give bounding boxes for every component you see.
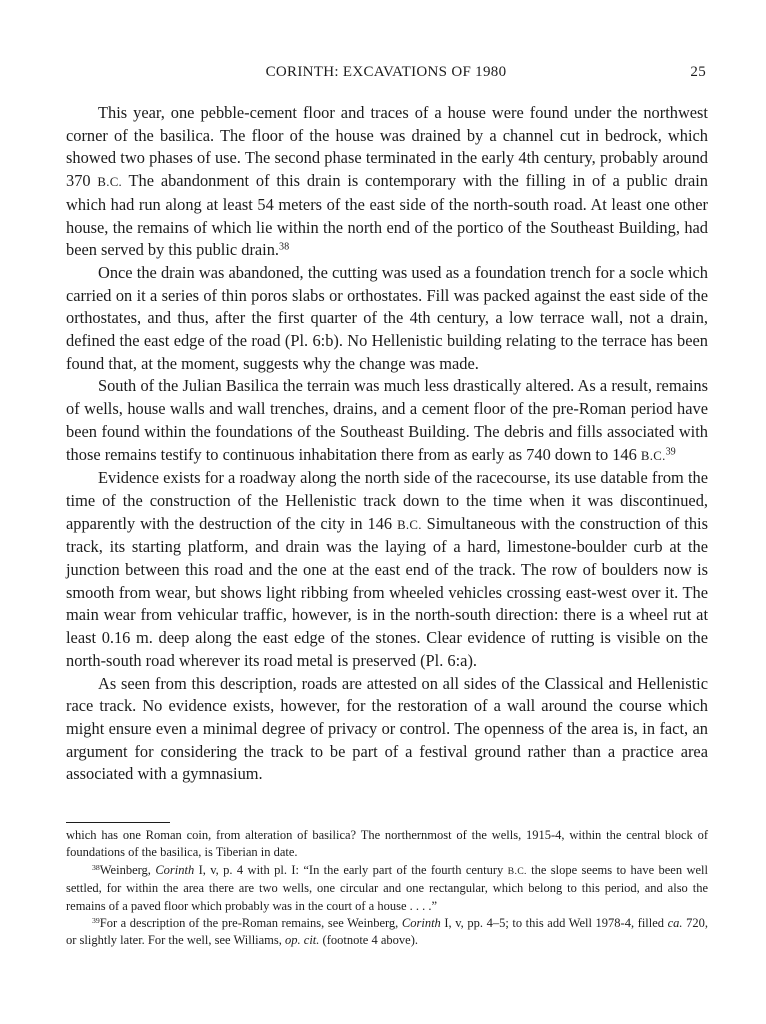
footnote-ref-38: 38 — [279, 241, 290, 253]
footnotes — [66, 827, 708, 950]
paragraph-1-text-b: The abandonment of this drain is contemporary with the filling in of a public drain which had run along at least 54 meters of the east side of the north-south road. At least one other house, the remains of which lie within the north end of the portico of the Southeast Building, had been served by this public drain. — [66, 171, 709, 260]
footnote-39-op-cit: op. cit. — [285, 933, 320, 948]
paragraph-1 — [66, 102, 708, 262]
era-abbreviation: B.C. — [640, 448, 666, 463]
footnote-38-text-a: Weinberg, — [99, 862, 156, 877]
running-head — [66, 64, 706, 86]
footnote-39-text-a: For a description of the pre-Roman remains, see Weinberg, — [99, 916, 402, 931]
paragraph-4 — [66, 467, 708, 672]
footnote-38-title: Corinth — [155, 862, 195, 877]
paragraph-5: As seen from this description, roads are attested on all sides of the Classical and Hellenistic race track. No evidence exists, however, for the restoration of a wall around the course which might ensure even a minimal degree of privacy or control. The openness of the area is, in fact, an argument for considering the track to be part of a festival ground rather than a practice area associated with a gymnasium. — [66, 673, 708, 784]
body-text — [66, 102, 708, 786]
footnote-39-title: Corinth — [401, 916, 441, 931]
era-abbreviation: B.C. — [507, 865, 527, 877]
footnote-continued: which has one Roman coin, from alteration of basilica? The northernmost of the wells, 1915-4, within the central block of foundations of the basilica, is Tiberian in date. — [66, 828, 708, 860]
page-number: 25 — [690, 64, 706, 80]
footnote-38 — [66, 862, 708, 915]
paragraph-2: Once the drain was abandoned, the cutting was used as a foundation trench for a socle which carried on it a series of thin poros slabs or orthostates. Fill was packed against the east side of the orthostates, and thus, after the first quarter of the 4th century, a low terrace wall, not a drain, defined the east edge of the road (Pl. 6:b). No Hellenistic building relating to the terrace has been found that, at the moment, suggests why the change was made. — [66, 262, 708, 373]
paragraph-4-text-b: Simultaneous with the construction of this track, its starting platform, and drain was the laying of a hard, limestone-boulder curb at the junction between this road and the one at the east end of the track. The row of boulders now is smooth from wear, but shows light ribbing from wheeled vehicles crossing east-west over it. The main wear from vehicular traffic, however, is in the north-south direction: there is a wheel rut at least 0.16 m. deep along the east edge of the stones. Clear evidence of rutting is visible on the north-south road wherever its road metal is preserved (Pl. 6:a). — [66, 513, 708, 670]
footnote-39-circa: ca. — [667, 916, 683, 931]
footnote-39 — [66, 915, 708, 950]
paragraph-3-text: South of the Julian Basilica the terrain was much less drastically altered. As a result, remains of wells, house walls and wall trenches, drains, and a cement floor of the pre-Roman period have been found within the foundations of the Southeast Building. The debris and fills associated with those remains testify to continuous inhabitation there from as early as 740 down to 146 — [66, 376, 708, 464]
paragraph-1-text-a: This year, one pebble-cement floor and traces of a house were found under the northwest corner of the basilica. The floor of the house was drained by a channel cut in bedrock, which showed two phases of use. The second phase terminated in the early 4th century, probably around 370 — [66, 103, 708, 191]
paragraph-4-text-a: Evidence exists for a roadway along the north side of the racecourse, its use datable from the time of the construction of the Hellenistic track down to the time when it was discontinued, apparently with the destruction of the city in 146 — [66, 468, 708, 533]
footnote-39-text-c: 720, or slightly later. For the well, see Williams, — [66, 916, 709, 948]
footnote-39-text-d: (footnote 4 above). — [319, 933, 418, 948]
era-abbreviation: B.C. — [397, 517, 422, 532]
footnote-39-number: 39 — [92, 915, 100, 925]
footnote-38-number: 38 — [92, 862, 100, 872]
running-title: CORINTH: EXCAVATIONS OF 1980 — [265, 64, 507, 80]
footnote-38-text-c: the slope seems to have been well settled, for within the area there are two wells, one circular and one rectangular, which belong to this period, and also the remains of a paved floor which probably was in the court of a house . . . .” — [66, 862, 708, 913]
footnote-39-text-b: I, v, pp. 4–5; to this add Well 1978-4, filled — [440, 916, 668, 931]
footnote-rule — [66, 822, 170, 823]
paragraph-3 — [66, 375, 708, 467]
era-abbreviation: B.C. — [97, 175, 123, 190]
footnote-ref-39: 39 — [665, 445, 676, 457]
footnote-38-text-b: I, v, p. 4 with pl. I: “In the early part of the fourth century — [194, 862, 508, 877]
